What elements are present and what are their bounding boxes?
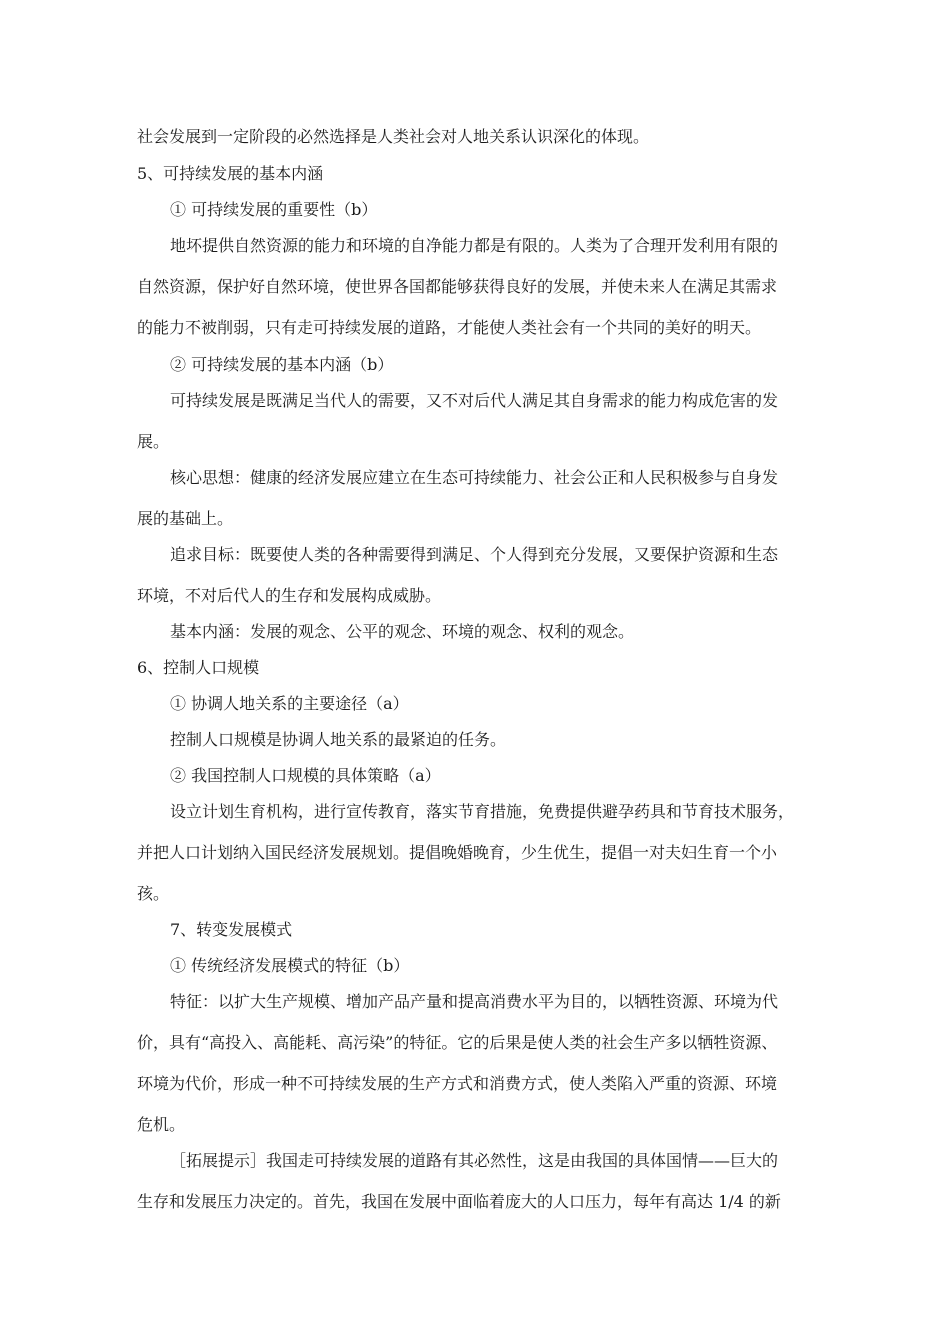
paragraph-line: 并把人口计划纳入国民经济发展规划。提倡晚婚晚育，少生优生，提倡一对夫妇生育一个小	[137, 843, 778, 862]
extension-tip-line: 生存和发展压力决定的。首先，我国在发展中面临着庞大的人口压力，每年有高达 1/4 的新	[137, 1192, 781, 1211]
section-heading-6: 6、控制人口规模	[137, 658, 260, 677]
subheading: ① 传统经济发展模式的特征（b）	[170, 956, 410, 975]
subheading: ② 可持续发展的基本内涵（b）	[170, 355, 394, 374]
subheading: ① 可持续发展的重要性（b）	[170, 200, 378, 219]
paragraph-line: 环境为代价，形成一种不可持续发展的生产方式和消费方式，使人类陷入严重的资源、环境	[137, 1074, 778, 1093]
subheading: ② 我国控制人口规模的具体策略（a）	[170, 766, 441, 785]
paragraph-line: 可持续发展是既满足当代人的需要，又不对后代人满足其自身需求的能力构成危害的发	[170, 391, 779, 410]
paragraph-line: 危机。	[137, 1115, 186, 1134]
paragraph-line: 展的基础上。	[137, 509, 234, 528]
section-heading-7: 7、转变发展模式	[170, 920, 293, 939]
paragraph-line: 环境，不对后代人的生存和发展构成威胁。	[137, 586, 442, 605]
extension-tip-line: ［拓展提示］我国走可持续发展的道路有其必然性，这是由我国的具体国情——巨大的	[170, 1151, 779, 1170]
paragraph-line: 特征：以扩大生产规模、增加产品产量和提高消费水平为目的，以牺牲资源、环境为代	[170, 992, 779, 1011]
section-heading-5: 5、可持续发展的基本内涵	[137, 164, 324, 183]
paragraph-line: 地坏提供自然资源的能力和环境的自净能力都是有限的。人类为了合理开发利用有限的	[170, 236, 779, 255]
paragraph-line: 的能力不被削弱，只有走可持续发展的道路，才能使人类社会有一个共同的美好的明天。	[137, 318, 762, 337]
paragraph-line: 自然资源，保护好自然环境，使世界各国都能够获得良好的发展，并使未来人在满足其需求	[137, 277, 778, 296]
paragraph-line: 展。	[137, 432, 170, 451]
paragraph-line: 设立计划生育机构，进行宣传教育，落实节育措施，免费提供避孕药具和节育技术服务，	[170, 802, 795, 821]
paragraph-line: 价，具有“高投入、高能耗、高污染”的特征。它的后果是使人类的社会生产多以牺牲资源、	[137, 1033, 778, 1052]
paragraph-line: 追求目标：既要使人类的各种需要得到满足、个人得到充分发展，又要保护资源和生态	[170, 545, 779, 564]
paragraph-line: 核心思想：健康的经济发展应建立在生态可持续能力、社会公正和人民积极参与自身发	[170, 468, 779, 487]
paragraph-line: 孩。	[137, 884, 170, 903]
paragraph-line: 控制人口规模是协调人地关系的最紧迫的任务。	[170, 730, 507, 749]
subheading: ① 协调人地关系的主要途径（a）	[170, 694, 409, 713]
paragraph-line: 社会发展到一定阶段的必然选择是人类社会对人地关系认识深化的体现。	[137, 127, 650, 146]
paragraph-line: 基本内涵：发展的观念、公平的观念、环境的观念、权利的观念。	[170, 622, 635, 641]
